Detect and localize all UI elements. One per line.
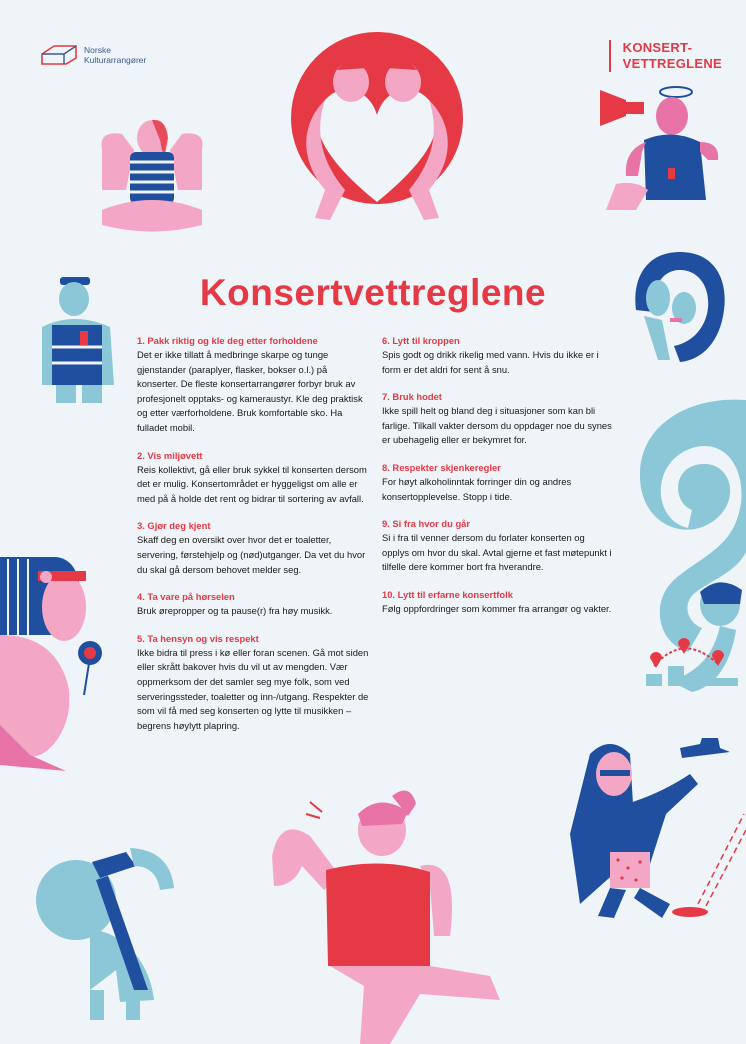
rule-heading: 10. Lytt til erfarne konsertfolk [382,588,513,600]
bottle-drinker-illustration [30,840,180,1025]
rule-item [382,588,614,617]
logo-icon [40,44,78,66]
rule-heading: 1. Pakk riktig og kle deg etter forholdene [137,335,318,346]
rule-item [137,449,369,507]
corner-title-line-2: VETTREGLENE [622,56,722,71]
ear-covering-person-illustration [92,110,212,240]
rule-body: Ikke spill helt og bland deg i situasjoner som kan bli farlige. Tilkall vakter dersom du oppdager noe du synes er ubehagelig eller er bekymret for. [382,405,612,446]
page-title: Konsertvettreglene [199,272,547,313]
rule-item [137,519,369,577]
rule-body: Det er ikke tillatt å medbringe skarpe og tunge gjenstander (paraplyer, flasker, bokser o.l.) på konserter. De fleste konsertarrangører forbyr bruk av profesjonelt opptaks- og kameraustyr. Kle deg praktisk og etter værforholdene. Bruk komfortable sko. Ha fulladet mobil. [137,349,363,433]
rule-item [382,390,614,448]
kissing-couple-illustration [285,30,470,225]
rule-item [137,632,369,734]
performer-with-hat-illustration [570,734,746,934]
rule-heading: 9. Si fra hvor du går [382,518,471,530]
stretching-woman-illustration [270,786,502,1044]
rules-column-right [382,334,614,630]
logo-line-2: Kulturarrangører [84,55,147,65]
rule-body: For høyt alkoholinntak forringer din og andres konsertopplevelse. Stopp i tide. [382,475,572,502]
logo [40,44,146,66]
rule-heading: 8. Respekter skjenkeregler [382,461,501,473]
rules-column-left [137,334,369,746]
rule-body: Bruk ørepropper og ta pause(r) fra høy musikk. [137,605,333,617]
flower-woman-illustration [0,545,112,775]
rule-body: Følg oppfordringer som kommer fra arrangør og vakter. [382,602,612,614]
rule-heading: 5. Ta hensyn og vis respekt [137,632,259,644]
rule-heading: 6. Lytt til kroppen [382,335,460,346]
megaphone-person-illustration [596,80,726,215]
rule-heading: 4. Ta vare på hørselen [137,591,235,603]
corner-title [609,40,722,72]
rule-item [382,517,614,575]
logo-text [84,45,146,65]
rule-heading: 7. Bruk hodet [382,391,442,403]
rule-body: Ikke bidra til press i kø eller foran scenen. Gå mot siden eller skrått bakover hvis du vil ut av mengden. Vær oppmerksom der det samler seg mye folk, som ved serveringssteder, toaletter og inn-/utgang. Respekter de som vil få med seg konserten og lytte til musikken – begrens høylytt plapring. [137,646,369,731]
logo-line-1: Norske [84,45,111,55]
rule-item [382,461,614,504]
map-pins-illustration [644,636,742,690]
rule-item [137,590,369,619]
rule-item [137,334,369,436]
corner-title-line-1: KONSERT- [622,40,693,55]
rule-item [382,334,614,377]
rule-body: Spis godt og drikk rikelig med vann. Hvis du ikke er i form er det aldri for sent å snu. [382,349,599,375]
rule-heading: 3. Gjør deg kjent [137,520,211,532]
rule-body: Skaff deg en oversikt over hvor det er toaletter, servering, førstehjelp og (nød)utganger. Da vet du hvor du skal gå dersom behovet melder seg. [137,534,366,575]
rule-body: Reis kollektivt, gå eller bruk sykkel til konserten dersom det er mulig. Konsertområdet er hyggeligst om alle er med på å holde det rent og bidrar til sortering av avfall. [137,463,367,504]
rule-heading: 2. Vis miljøvett [137,449,203,461]
rule-body: Si i fra til venner dersom du forlater konserten og opplys om hvor du skal. Avtal gjerne et fast møtepunkt i tilfelle dere kommer bort fra hverandre. [382,532,612,573]
